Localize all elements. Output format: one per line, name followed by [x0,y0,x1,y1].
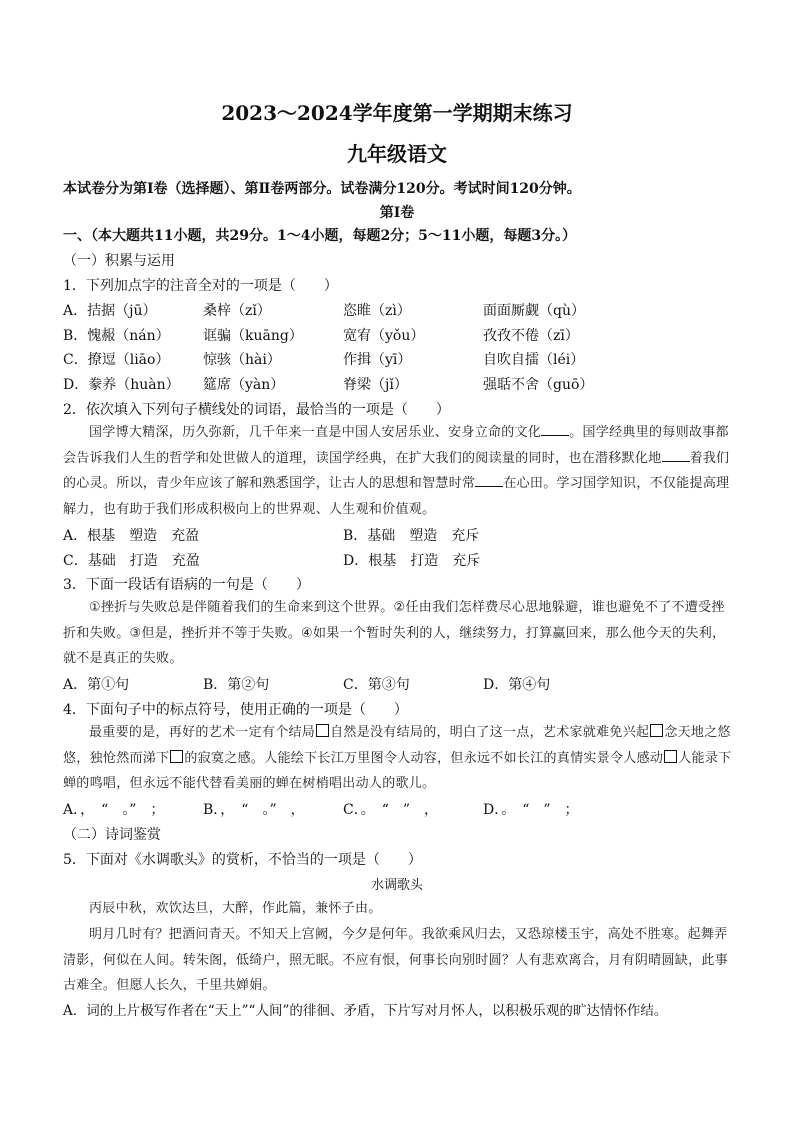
option-d-item-2: 筵席（yàn） [203,377,285,393]
fill-blank [475,474,503,487]
question-4-stem: 4．下面句子中的标点符号，使用正确的一项是（ ） [63,702,408,718]
exam-title: 2023～2024学年度第一学期期末练习 [221,101,573,125]
option-b-item-4: 孜孜不倦（zī） [483,328,579,344]
option-a: A．根基 塑造 充盈 [63,528,200,544]
punctuation-box [170,750,183,763]
poem-title: 水调歌头 [370,878,423,893]
passage-text: 国学博大精深，历久弥新，几千年来一直是中国人安居乐业、安身立命的文化 [89,425,542,440]
option-a-item-1: A．拮据（jū） [63,303,157,319]
option-a-item-2: 桑梓（zǐ） [203,303,271,319]
punctuation-box [650,724,663,737]
option-d-item-1: D．豢养（huàn） [63,377,180,393]
part-label-poetry: （二）诗词鉴赏 [63,827,161,843]
option-c-item-1: C．撩逗（liāo） [63,352,170,368]
option-d: D．第④句 [483,677,551,693]
question-5-option-a: A．词的上片极写作者在“天上”“人间”的徘徊、矛盾，下片写对月怀人，以积极乐观的旷达情怀作结。 [63,1003,668,1019]
passage-text: 人能录下蝉的鸣唱，但永远不能代替看美丽的蝉在树梢唱出动人的歌儿。 [63,750,732,791]
volume-heading: 第Ⅰ卷 [379,205,415,221]
poem-body: 明月几时有？把酒问青天。不知天上宫阙，今夕是何年。我欲乘风归去，又恐琼楼玉宇，高处不胜寒。起舞弄清影，何似在人间。转朱阁，低绮户，照无眠。不应有恨，何事长向别时圆？人有悲欢离合，月有阴晴圆缺，此事古难全。但愿人长久，千里共婵娟。 [63,927,729,993]
option-a-item-4: 面面厮觑（qù） [483,303,585,319]
option-b-item-3: 宽宥（yǒu） [343,328,425,344]
passage-text: 最重要的是，再好的艺术一定有个结局 [89,725,316,740]
part-label-accumulation: （一）积累与运用 [63,253,175,269]
section-intro: 一、（本大题共11小题，共29分。1～4小题，每题2分；5～11小题，每题3分。） [63,228,577,244]
question-5-stem: 5．下面对《水调歌头》的赏析，不恰当的一项是（ ） [63,852,422,868]
question-2-stem: 2．依次填入下列句子横线处的词语，最恰当的一项是（ ） [63,402,450,418]
option-b-item-1: B．愧赧（nán） [63,328,170,344]
passage-text: 自然是没有结局的，明白了这一点，艺术家就难免兴起 [330,725,650,740]
punctuation-box [316,724,329,737]
option-a: A．第①句 [63,677,130,693]
option-c-item-2: 惊骇（hài） [203,352,281,368]
option-c: C．第③句 [343,677,410,693]
option-d-item-4: 强聒不舍（guō） [483,377,594,393]
option-c-item-3: 作揖（yī） [343,352,412,368]
option-b-item-2: 诓骗（kuāng） [203,328,303,344]
exam-instructions: 本试卷分为第Ⅰ卷（选择题）、第Ⅱ卷两部分。试卷满分120分。考试时间120分钟。 [63,181,581,197]
option-c: C．基础 打造 充盈 [63,553,200,569]
passage-text: 。国学经典里的每则故事都会告诉我们人生的哲学和处世做人的道理，读国学经典，在扩大我们的阅读量的同时，也在潜移默化地 [63,425,729,466]
poem-preface: 丙辰中秋，欢饮达旦，大醉，作此篇，兼怀子由。 [89,901,382,916]
option-d-item-3: 脊梁（jǐ） [343,377,408,393]
passage-text: 着我们的心灵。所以，青少年应该了解和熟悉国学，让古人的思想和智慧时常 [63,450,730,491]
option-d: D．。 “ ” ； [483,802,579,818]
option-c-item-4: 自吹自擂（léi） [483,352,585,368]
option-a-item-3: 恣睢（zì） [343,303,411,319]
exam-subject: 九年级语文 [347,142,447,166]
question-1-stem: 1．下列加点字的注音全对的一项是（ ） [63,278,338,294]
question-4-passage [63,720,733,797]
question-3-stem: 3．下面一段话有语病的一句是（ ） [63,577,310,593]
fill-blank [541,423,569,436]
fill-blank [662,449,690,462]
option-a: A．， “ 。” ； [63,802,165,818]
passage-text: 念天地之悠悠，独怆然而涕下 [63,725,731,766]
option-c: C．。 “ ” ， [343,802,439,818]
option-d: D．根基 打造 充斥 [343,553,481,569]
option-b: B．， “ 。” ， [203,802,305,818]
punctuation-box [664,750,677,763]
passage-text: 在心田。学习国学知识，不仅能提高理解力，也有助于我们形成积极向上的世界观、人生观和价值观。 [63,476,730,517]
question-3-passage: ①挫折与失败总是伴随着我们的生命来到这个世界。②任由我们怎样费尽心思地躲避，谁也避免不了不遭受挫折和失败。③但是，挫折并不等于失败。④如果一个暂时失利的人，继续努力，打算赢回来，那么他今天的失利，就不是真正的失败。 [63,600,726,666]
option-b: B．第②句 [203,677,270,693]
option-b: B．基础 塑造 充斥 [343,528,480,544]
question-2-passage [63,420,733,522]
passage-text: 的寂寞之感。人能绘下长江万里图令人动容，但永远不如长江的真情实景令人感动 [184,750,664,766]
